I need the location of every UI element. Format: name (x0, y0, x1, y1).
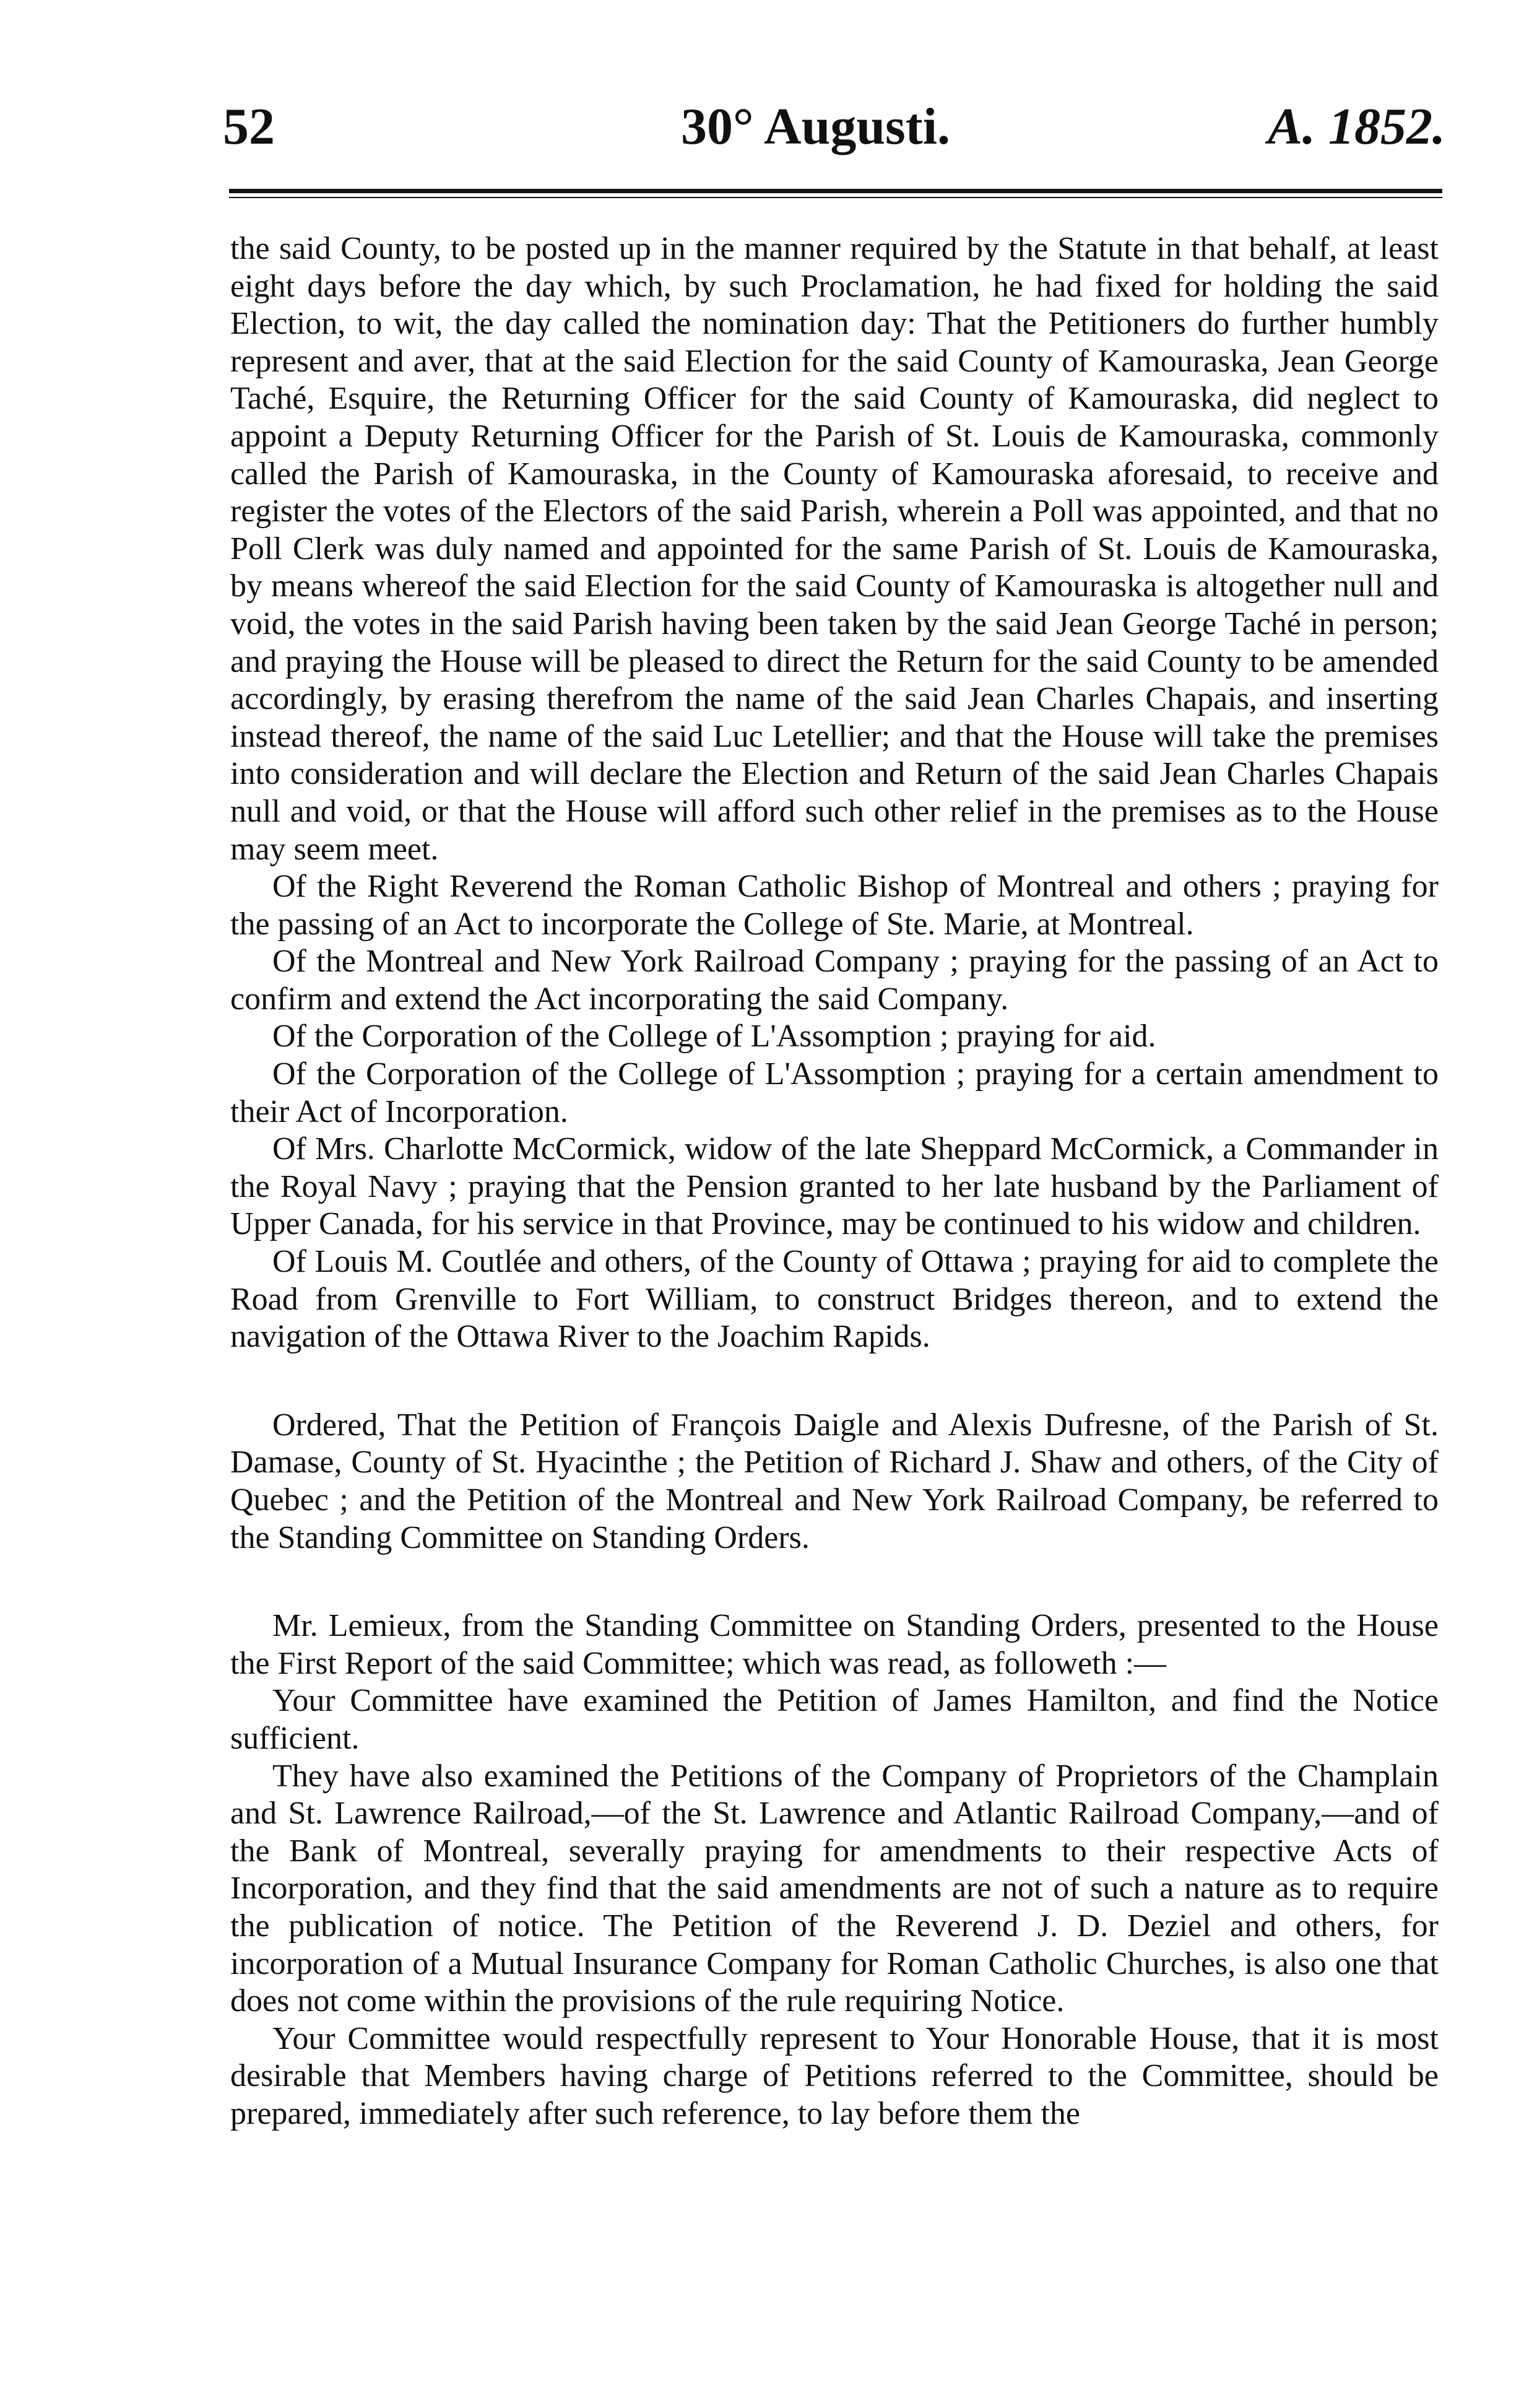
running-header (223, 93, 1445, 167)
paragraph-continued-petition: the said County, to be posted up in the manner required by the Statute in that behalf, at least eight days before the day which, by such Proclamation, he had fixed for holding the said Election, to wit, the day called the nomination day: That the Petitioners do further humbly represent and aver, that at the said Election for the said County of Kamouraska, Jean George Taché, Esquire, the Returning Officer for the said County of Kamouraska, did neglect to appoint a Deputy Returning Officer for the Parish of St. Louis de Kamouraska, commonly called the Parish of Kamouraska, in the County of Kamouraska aforesaid, to receive and register the votes of the Electors of the said Parish, wherein a Poll was appointed, and that no Poll Clerk was duly named and appointed for the same Parish of St. Louis de Kamouraska, by means whereof the said Election for the said County of Kamouraska is altogether null and void, the votes in the said Parish having been taken by the said Jean George Taché in person; and praying the House will be pleased to direct the Return for the said County to be amended accordingly, by erasing therefrom the name of the said Jean Charles Chapais, and inserting instead thereof, the name of the said Luc Letellier; and that the House will take the premises into consideration and will declare the Election and Return of the said Jean Charles Chapais null and void, or that the House will afford such other relief in the premises as to the House may seem meet. (230, 231, 1439, 867)
paragraph-petition-mccormick: Of Mrs. Charlotte McCormick, widow of the late Sheppard McCormick, a Commander in the Royal Navy ; praying that the Pension granted to her late husband by the Parliament of Upper Canada, for his service in that Province, may be continued to his widow and children. (230, 1131, 1439, 1242)
paragraph-report-recommendation: Your Committee would respectfully represent to Your Honorable House, that it is most desirable that Members having charge of Petitions referred to the Committee, should be prepared, immediately after such reference, to lay before them the (230, 2020, 1439, 2131)
paragraph-report-hamilton: Your Committee have examined the Petition of James Hamilton, and find the Notice sufficient. (230, 1683, 1439, 1756)
paragraph-petition-bishop-montreal: Of the Right Reverend the Roman Catholic Bishop of Montreal and others ; praying for the passing of an Act to incorporate the College of Ste. Marie, at Montreal. (230, 869, 1439, 942)
body-text (230, 230, 1439, 2133)
paragraph-petition-lassomption-aid: Of the Corporation of the College of L'Assomption ; praying for aid. (272, 1019, 1156, 1054)
paragraph-report-intro: Mr. Lemieux, from the Standing Committee on Standing Orders, presented to the House the First Report of the said Committee; which was read, as followeth :— (230, 1608, 1439, 1681)
header-rule-thick (229, 189, 1442, 193)
header-year: A. 1852. (1267, 98, 1445, 155)
paragraph-petition-railroad: Of the Montreal and New York Railroad Company ; praying for the passing of an Act to confirm and extend the Act incorporating the said Company. (230, 944, 1439, 1017)
paragraph-report-petitions: They have also examined the Petitions of the Company of Proprietors of the Champlain and St. Lawrence Railroad,—of the St. Lawrence and Atlantic Railroad Company,—and of the Bank of Montreal, severally praying for amendments to their respective Acts of Incorporation, and they find that the said amendments are not of such a nature as to require the publication of notice. The Petition of the Reverend J. D. Deziel and others, for incorporation of a Mutual Insurance Company for Roman Catholic Churches, is also one that does not come within the provisions of the rule requiring Notice. (230, 1758, 1439, 2019)
paragraph-ordered: Ordered, That the Petition of François Daigle and Alexis Dufresne, of the Parish of St. Damase, County of St. Hyacinthe ; the Petition of Richard J. Shaw and others, of the City of Quebec ; and the Petition of the Montreal and New York Railroad Company, be referred to the Standing Committee on Standing Orders. (230, 1407, 1439, 1555)
paragraph-petition-coutlee: Of Louis M. Coutlée and others, of the County of Ottawa ; praying for aid to complete the Road from Grenville to Fort William, to construct Bridges thereon, and to extend the navigation of the Ottawa River to the Joachim Rapids. (230, 1244, 1439, 1355)
header-date: 30° Augusti. (681, 98, 951, 155)
paragraph-petition-lassomption-amendment: Of the Corporation of the College of L'Assomption ; praying for a certain amendment to their Act of Incorporation. (230, 1056, 1439, 1129)
page-number: 52 (223, 98, 275, 155)
header-rule-thin (229, 197, 1442, 198)
